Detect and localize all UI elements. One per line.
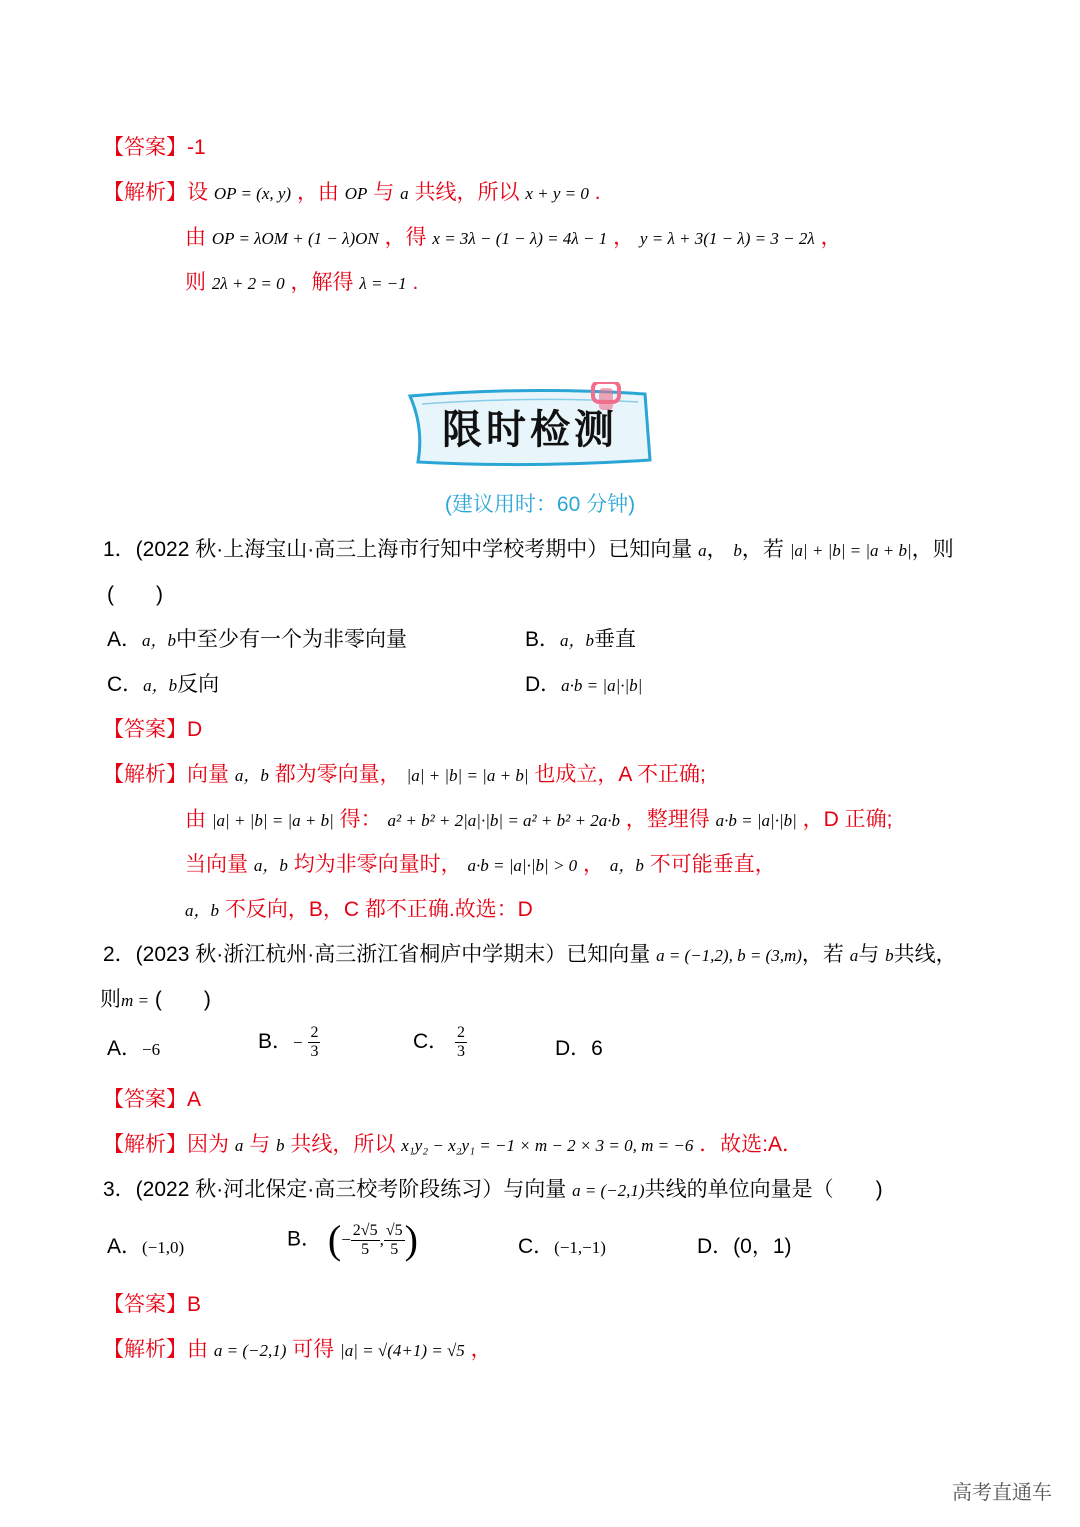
q2-option-a[interactable]: A．−6	[107, 1037, 161, 1060]
analysis-line-3: 则 2λ + 2 = 0 ，解得 λ = −1 .	[185, 271, 419, 294]
q1-option-c[interactable]: C．a，b反向	[107, 673, 220, 696]
section-title-badge	[400, 382, 660, 472]
q1-stem: 1．(2022 秋·上海宝山·高三上海市行知中学校考期中）已知向量 a， b，若 |a| + |b| = |a + b|，则	[103, 538, 954, 561]
q3-option-a[interactable]: A．(−1,0)	[107, 1235, 185, 1258]
q2-stem-2: 则m = ( )	[100, 988, 211, 1011]
q2-answer: 【答案】A	[103, 1088, 202, 1111]
q1-answer: 【答案】D	[103, 718, 203, 741]
q3-analysis-1: 【解析】由 a = (−2,1) 可得 |a| = √(4+1) = √5 ，	[103, 1338, 492, 1361]
analysis-line-1: 【解析】设 OP = (x, y) ，由 OP 与 a 共线，所以 x + y = 0 .	[103, 181, 601, 204]
q2-stem: 2．(2023 秋·浙江杭州·高三浙江省桐庐中学期末）已知向量 a = (−1,2), b = (3,m)，若 a与 b共线，	[103, 943, 957, 966]
q3-option-c[interactable]: C．(−1,−1)	[518, 1235, 606, 1258]
q1-analysis-3: 当向量 a，b 均为非零向量时， a·b = |a|·|b| > 0 ， a，b 不可能垂直，	[185, 853, 776, 876]
q2-analysis-1: 【解析】因为 a 与 b 共线，所以 x₁y₂ − x₂y₁ = −1 × m − 2 × 3 = 0, m = −6 ．故选:A．	[103, 1133, 804, 1156]
q1-option-d[interactable]: D．a·b = |a|·|b|	[525, 673, 643, 696]
q1-analysis-1: 【解析】向量 a，b 都为零向量， |a| + |b| = |a + b| 也成立，A 不正确;	[103, 763, 706, 786]
time-hint: (建议用时：60 分钟)	[444, 493, 636, 516]
q2-option-c[interactable]: C． $\frac{2}{3}$	[413, 1024, 466, 1060]
q3-option-d[interactable]: D．(0，1)	[697, 1235, 792, 1258]
q1-paren: ( )	[107, 583, 163, 606]
analysis-line-2: 由 OP = λOM + (1 − λ)ON ，得 x = 3λ − (1 − λ) = 4λ − 1 ， y = λ + 3(1 − λ) = 3 − 2λ ，	[185, 226, 842, 249]
q1-option-b[interactable]: B．a，b垂直	[525, 628, 637, 651]
q3-stem: 3．(2022 秋·河北保定·高三校考阶段练习）与向量 a = (−2,1)共线的单位向量是（ )	[103, 1178, 883, 1201]
section-title: 限时检测	[442, 406, 618, 453]
q3-option-b[interactable]: B． (− $\frac{2√5}{5}$ , $\frac{√5}{5}$ )	[287, 1217, 418, 1262]
answer-label: 【答案】-1	[103, 136, 206, 159]
q1-option-a[interactable]: A．a，b中至少有一个为非零向量	[107, 628, 408, 651]
footer-brand: 高考直通车	[952, 1482, 1052, 1504]
q3-answer: 【答案】B	[103, 1293, 202, 1316]
q1-analysis-2: 由 |a| + |b| = |a + b| 得： a² + b² + 2|a|·|b| = a² + b² + 2a·b ，整理得 a·b = |a|·|b| ，D 正确;	[185, 808, 893, 831]
q1-analysis-4: a，b 不反向，B，C 都不正确.故选：D	[185, 898, 533, 921]
q2-option-d[interactable]: D．6	[555, 1037, 603, 1060]
q2-option-b[interactable]: B．− $\frac{2}{3}$	[258, 1024, 319, 1060]
